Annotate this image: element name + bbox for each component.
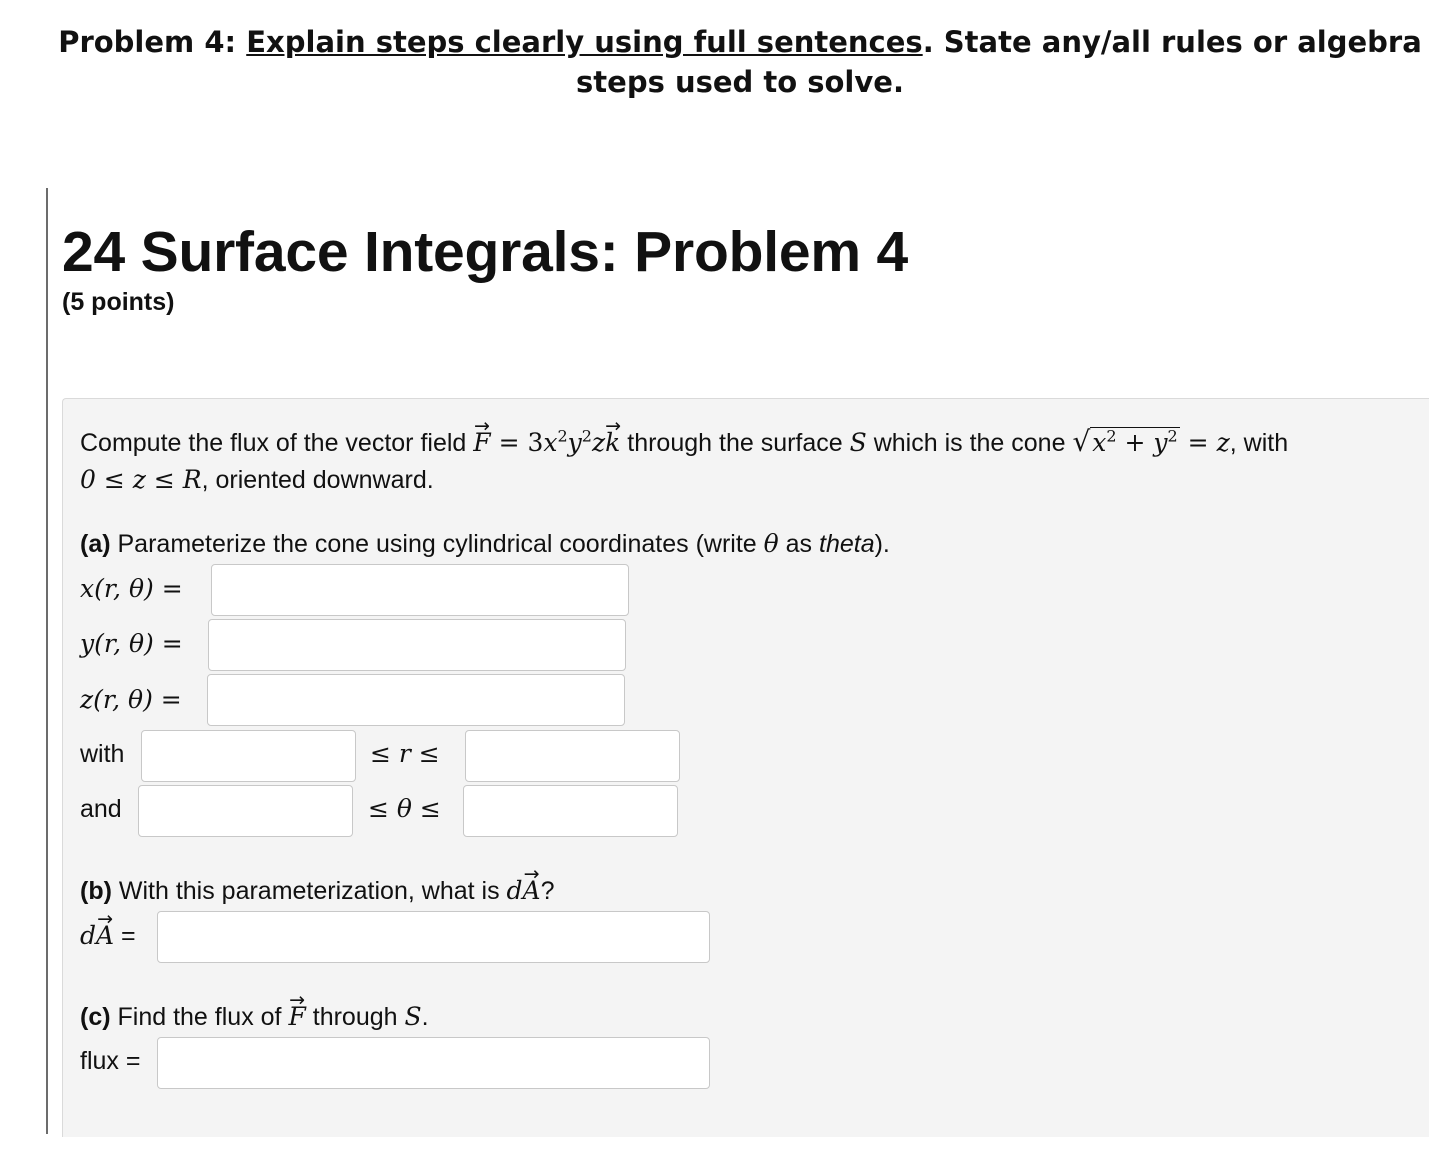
part-a-text-3: ).	[874, 530, 890, 558]
vector-F: F →	[473, 426, 490, 460]
flux-label: flux =	[80, 1047, 141, 1075]
part-c-text-1: Find the flux of	[110, 1003, 289, 1031]
vector-k: k →	[605, 426, 620, 460]
vector-F-c: F →	[288, 1000, 305, 1034]
part-b-question-mark: ?	[540, 877, 555, 905]
z-param-input[interactable]	[207, 674, 625, 726]
x-param-input[interactable]	[211, 564, 629, 616]
var-y: y	[567, 428, 582, 457]
intro-text-1: Compute the flux of the vector field	[80, 429, 474, 457]
intro-text-2: through the surface	[620, 429, 850, 457]
intro-text-3: which is the cone	[866, 429, 1073, 457]
and-label: and	[80, 795, 122, 823]
r-min-input[interactable]	[141, 730, 356, 782]
intro-equals-2: =	[1179, 428, 1217, 457]
x-param-label: x(r, θ) =	[80, 574, 183, 603]
theta-inequality: ≤ θ ≤	[368, 794, 441, 823]
orientation-text: , oriented downward.	[201, 466, 434, 494]
part-b-text: With this parameterization, what is	[111, 877, 507, 905]
problem-title: 24 Surface Integrals: Problem 4	[62, 220, 908, 284]
part-b-label: (b)	[80, 877, 112, 905]
surface-S-c: S	[404, 1002, 422, 1031]
part-b-prompt	[80, 874, 555, 908]
part-c-text-2: through	[305, 1003, 405, 1031]
flux-input[interactable]	[157, 1037, 710, 1089]
theta-word: theta	[819, 530, 875, 558]
z-param-label: z(r, θ) =	[80, 685, 182, 714]
instructions-suffix: . State any/all rules or algebra steps used to solve.	[576, 25, 1422, 99]
sqrt-expression: $√x^2 + y^2$	[1072, 425, 1178, 458]
var-z: z	[591, 428, 606, 457]
problem-points: (5 points)	[62, 288, 175, 316]
part-a-prompt	[80, 527, 890, 561]
left-divider	[46, 188, 48, 1134]
dA-equals: =	[114, 922, 136, 950]
theta-symbol: θ	[763, 529, 779, 558]
instructions-header	[40, 22, 1440, 102]
intro-line-2	[80, 463, 434, 497]
r-inequality: ≤ r ≤	[370, 739, 440, 768]
r-max-input[interactable]	[465, 730, 680, 782]
with-label: with	[80, 740, 125, 768]
part-c-label: (c)	[80, 1003, 111, 1031]
y-param-input[interactable]	[208, 619, 626, 671]
instructions-underlined: Explain steps clearly using full sentences	[246, 25, 923, 59]
dA-answer-label: dA → =	[80, 919, 136, 953]
z-bounds: 0 ≤ z ≤ R	[80, 465, 202, 494]
dA-input[interactable]	[157, 911, 710, 963]
intro-line-1: Compute the flux of the vector field F → = $3x^2y^2zk$ → through the surface S which is the cone $√x^2 + y^2 = z$, with	[80, 425, 1288, 460]
intro-text-5: , with	[1229, 429, 1289, 457]
surface-S: S	[849, 428, 867, 457]
theta-max-input[interactable]	[463, 785, 678, 837]
instructions-prefix: Problem 4:	[58, 25, 247, 59]
dA-symbol: dA →	[507, 876, 541, 905]
part-c-prompt	[80, 1000, 429, 1034]
part-c-period: .	[421, 1003, 429, 1031]
theta-min-input[interactable]	[138, 785, 353, 837]
part-a-text-2: as	[778, 530, 819, 558]
intro-equals: = 3	[490, 428, 544, 457]
part-a-label: (a)	[80, 530, 111, 558]
part-a-text-1: Parameterize the cone using cylindrical coordinates (write	[110, 530, 764, 558]
var-x: x	[543, 428, 558, 457]
y-param-label: y(r, θ) =	[80, 629, 183, 658]
